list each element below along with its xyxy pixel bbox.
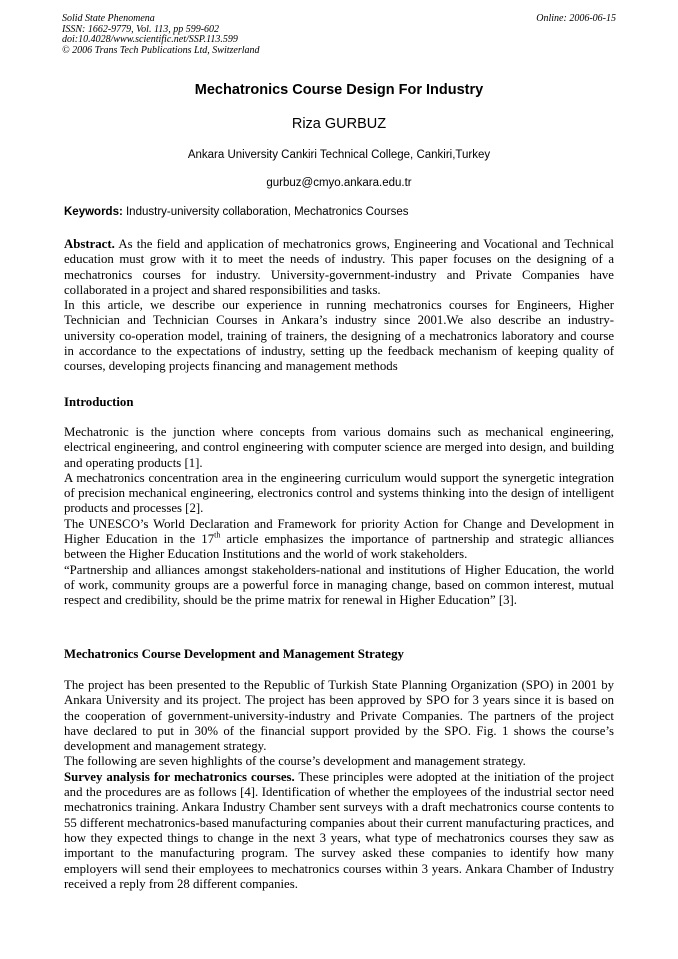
intro-paragraph-4: “Partnership and alliances amongst stakeholders-national and institutions of Higher Education, the world of work, community groups are a powerful force in managing change, based on common interest, mutual respect and credibility, should be the prime matrix for renewal in Higher Education” [3]. bbox=[64, 562, 614, 608]
introduction-body bbox=[64, 425, 614, 609]
journal-name: Solid State Phenomena bbox=[62, 13, 155, 24]
strategy-body bbox=[64, 678, 614, 892]
introduction-heading: Introduction bbox=[64, 395, 134, 409]
strategy-paragraph-2: The following are seven highlights of the course’s development and management strategy. bbox=[64, 754, 526, 769]
intro-p3-sup: th bbox=[214, 530, 221, 540]
author-name: Riza GURBUZ bbox=[291, 116, 387, 132]
keywords bbox=[64, 206, 616, 218]
strategy-paragraph-1: The project has been presented to the Republic of Turkish State Planning Organization (SPO) in 2001 by Ankara University and its project. The project has been approved by SPO for 3 years since it is based on the cooperation of government-university-industry and Private Companies. The partners of the project have declared to put in 30% of the financial support provided by the SPO. Fig. 1 shows the course’s development and management strategy. bbox=[64, 678, 614, 754]
survey-label: Survey analysis for mechatronics courses. bbox=[64, 769, 295, 784]
intro-p3-after: article emphasizes the importance of partnership and strategic alliances between the Higher Education Institutions and the world of work stakeholders. bbox=[64, 532, 614, 562]
intro-paragraph-2: A mechatronics concentration area in the engineering curriculum would support the synergetic integration of precision mechanical engineering, electronics control and systems thinking into the design of intelligent products and processes [2]. bbox=[64, 470, 614, 516]
abstract-text-1: As the field and application of mechatronics grows, Engineering and Vocational and Technical education must grow with it to meet the needs of industry. This paper focuses on the designing of a mechatronics courses for industry. University-government-industry and Private Companies have collaborated in a project and shared responsibilities and tasks. bbox=[64, 237, 614, 297]
section-heading-strategy: Mechatronics Course Development and Management Strategy bbox=[64, 647, 404, 661]
issn-line: ISSN: 1662-9779, Vol. 113, pp 599-602 bbox=[62, 23, 220, 35]
paper-title: Mechatronics Course Design For Industry bbox=[194, 82, 484, 98]
abstract-paragraph-2: In this article, we describe our experience in running mechatronics courses for Engineers, Higher Technician and Technician Courses in Ankara’s industry since 2001.We also describe an industry-university co-operation model, training of trainers, the designing of a mechatronics laboratory and course in accordance to the expectations of industry, setting up the feedback mechanism of keeping quality of courses, developing projects financing and management methods bbox=[64, 298, 614, 374]
author-email[interactable]: gurbuz@cmyo.ankara.edu.tr bbox=[266, 177, 412, 189]
abstract bbox=[64, 237, 614, 375]
journal-header bbox=[62, 14, 616, 56]
survey-text: These principles were adopted at the initiation of the project and the procedures are as follows [4]. Identification of whether the employees of the industrial sector need mechatronics training. Ankara Industry Chamber sent surveys with a draft mechatronics course contents to 55 different mechatronics-based manufacturing companies about their current manufacturing practices, and how they expected things to change in the next 3 years, what type of mechatronics courses they saw as important to the manufacturing program. The survey asked these companies to identify how many employers will send their employees to mechatronics courses within 3 years. Ankara Chamber of Industry received a reply from 28 different companies. bbox=[64, 769, 614, 891]
intro-paragraph-3 bbox=[64, 517, 614, 563]
affiliation: Ankara University Cankiri Technical College, Cankiri,Turkey bbox=[187, 149, 491, 161]
abstract-label: Abstract. bbox=[64, 237, 115, 251]
intro-p3-before: The UNESCO’s World Declaration and Framework for priority Action for Change and Development in Higher Education in the 17 bbox=[64, 516, 614, 547]
keywords-label: Keywords: bbox=[64, 206, 123, 218]
abstract-paragraph-1 bbox=[64, 237, 614, 298]
intro-paragraph-1: Mechatronic is the junction where concepts from various domains such as mechanical engineering, electrical engineering, and control engineering with computer science are merged into design, and building and operating products [1]. bbox=[64, 425, 614, 470]
doi-line: doi:10.4028/www.scientific.net/SSP.113.599 bbox=[62, 34, 238, 46]
copyright-line: © 2006 Trans Tech Publications Ltd, Switzerland bbox=[62, 44, 260, 56]
survey-paragraph bbox=[64, 770, 614, 892]
online-date: Online: 2006-06-15 bbox=[536, 13, 616, 24]
keywords-text: Industry-university collaboration, Mechatronics Courses bbox=[122, 206, 409, 218]
